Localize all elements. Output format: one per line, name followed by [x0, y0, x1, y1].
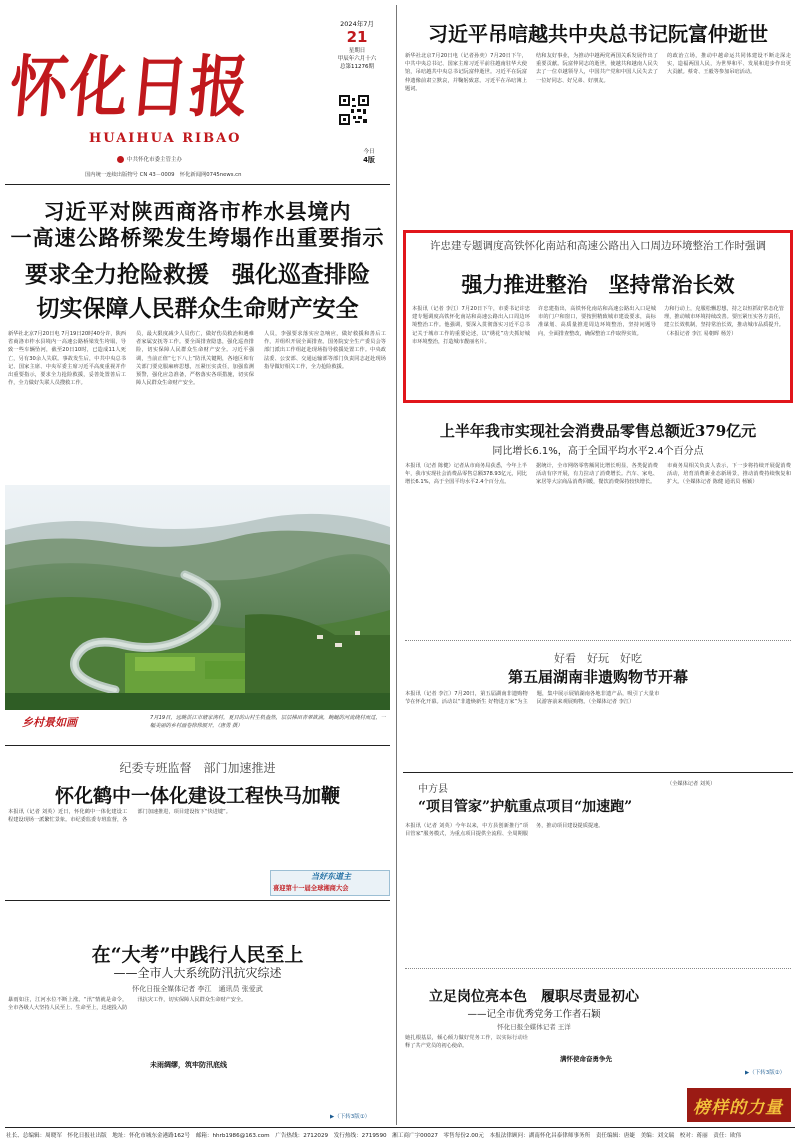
food-headline: 第五届湖南非遗购物节开幕	[507, 668, 688, 686]
main-subhead-2: 切实保障人民群众生命财产安全	[36, 295, 359, 322]
consumption-divider	[405, 640, 791, 641]
main-subhead-1: 要求全力抢险救援 强化巡查排险	[25, 261, 370, 288]
main-body-col3: 人员，李强要求落实应急响应，做好救援和善后工作，并组织开展全面排查。国务院安全生产委员会等部门派出工作组赶赴现场指导救援处置工作。中央政法委、公安部、交通运输部等部门负责同志赶赴现场指导做好相关工作，全力抢险救援。	[264, 331, 386, 370]
publisher-text: 中共怀化市委主管主办	[127, 157, 183, 163]
photo-label: 乡村景如画	[22, 716, 77, 729]
hecheng-box-label: 当好东道主	[311, 872, 351, 881]
issue-number: 总第11276期	[340, 64, 374, 70]
publisher-logo-icon	[117, 156, 124, 163]
hecheng-body: 本报讯（记者 刘英）近日，怀化鹤中一体化建设工程建设现场一派繁忙景象。市纪委监委专班监督，各部门加速推进，项目建设按下“快进键”。	[8, 809, 231, 824]
featured-body-col3-text: 力和行动上，克服松懈思想，持之以恒抓好常态化管理，推动城市环境持续改善。要压紧压实各方责任，建立长效机制，坚持常治长效，推动城市品质提升。	[664, 306, 784, 329]
main-headline-1: 习近平对陕西商洛市柞水县境内	[43, 199, 352, 224]
footer-rule	[5, 1127, 795, 1128]
zhongfang-divider	[405, 968, 791, 969]
food-body-text: 本报讯（记者 李江）7月20日，第五届湖南非遗购物节在怀化开幕。活动以“非遗焕新生 好物进万家”为主题，集中展示展销湖南各地非遗产品，吸引了大量市民游客前来观展购物。	[405, 691, 660, 706]
date-year-month: 2024年7月	[340, 20, 374, 28]
landscape-image	[5, 485, 390, 710]
flood-more-link[interactable]	[330, 1112, 370, 1120]
featured-headline: 强力推进整治 坚持常治长效	[461, 272, 735, 297]
obit-headline: 习近平吊唁越共中央总书记阮富仲逝世	[428, 22, 768, 46]
flood-subhead: ——全市人大系统防汛抗灾综述	[113, 966, 282, 980]
date-day: 21	[346, 28, 368, 46]
worker-more-text: （下转3版②）	[749, 1070, 786, 1076]
photo-credit: （唐勇 摄）	[217, 723, 243, 730]
consumption-headline: 上半年我市实现社会消费品零售总额近379亿元	[439, 422, 757, 440]
obit-body-col1: 新华社北京7月20日电（记者孙奕）7月20日下午，中共中央总书记、国家主席习近平前往越南驻华大使馆，吊唁越共中央总书记阮富仲逝世。习近平在阮富仲遗像前肃立默哀，并鞠躬致意。习近平在吊唁簿上题词。	[405, 53, 527, 92]
masthead-pinyin: HUAIHUA RIBAO	[89, 131, 242, 146]
worker-subhead: ——记全市优秀党务工作者石颖	[467, 1009, 601, 1020]
worker-more-link[interactable]	[745, 1068, 785, 1076]
worker-byline: 怀化日报全媒体记者 王洋	[497, 1023, 571, 1031]
date-block	[327, 19, 387, 70]
qr-code-icon	[339, 95, 369, 125]
photo-caption	[150, 714, 386, 740]
lunar-date: 甲辰年六月十六	[337, 56, 377, 62]
pages-label: 今日	[363, 149, 375, 155]
food-kicker: 好看 好玩 好吃	[554, 652, 642, 665]
zhongfang-byline: （全媒体记者 刘英）	[667, 781, 716, 787]
footer-text: 社长、总编辑：周晓军 怀化日报社出版 地址：怀化市城东金港路162号 邮箱：hhrb1986@163.com 广告热线：2712029 发行热线：2719590 湘工商广字00027 零售每份2.00元 本报法律顾问：湖南怀化昌泰律师事务所 责任编辑：唐婕 美编：刘文瑞 校对：蒋丽 责任：欧伟	[6, 1133, 742, 1139]
page-arrow-icon: ▶	[330, 1114, 335, 1120]
consumption-body-col2: 据统计，全市网络零售额同比增长明显，各类促消费活动有序开展，有力拉动了消费增长。汽车、家电、家居等大宗商品消费回暖，餐饮消费保持较快增长。	[536, 463, 658, 486]
flood-headline: 在“大考”中践行人民至上	[91, 944, 304, 966]
worker-column-label: 榜样的力量	[693, 1098, 783, 1118]
featured-byline: （本报记者 李江 易朝晖 杨芳）	[664, 330, 737, 337]
masthead-publisher	[117, 155, 182, 163]
page-arrow-icon: ▶	[745, 1070, 750, 1076]
consumption-byline: （全媒体记者 陈健 通讯员 杨颖）	[682, 479, 758, 486]
landscape-photo	[5, 485, 390, 710]
zhongfang-headline: “项目管家”护航重点项目“加速跑”	[418, 799, 633, 815]
masthead-title: 怀化日报	[6, 47, 254, 127]
weekday: 星期日	[348, 48, 366, 54]
featured-body-col3	[664, 305, 784, 397]
issn-line: 国内统一连续出版物号 CN 43－0009 怀化新闻网0745news.cn	[85, 172, 242, 178]
consumption-body-col1: 本报讯（记者 陈健）记者从市商务局获悉，今年上半年，我市实现社会消费品零售总额378.93亿元，同比增长6.1%，高于全国平均水平2.4个百分点。	[405, 463, 527, 486]
flood-more-text: （下转3版①）	[334, 1114, 371, 1120]
featured-story-box	[403, 230, 793, 403]
consumption-subhead: 同比增长6.1%，高于全国平均水平2.4个百分点	[492, 446, 704, 457]
pages-block	[351, 147, 387, 165]
worker-column-badge	[687, 1088, 791, 1122]
flood-byline: 怀化日报全媒体记者 李江 通讯员 张爱武	[132, 985, 263, 993]
main-body-col1: 新华社北京7月20日电 7月19日20时40分许，陕西省商洛市柞水县境内一高速公路桥梁发生垮塌，导致一些车辆坠河，截至20日10时，已造成11人死亡，另有30余人失联。事故发生后，中共中央总书记、国家主席、中央军委主席习近平高度重视并作出重要指示，要求全力抢险救援，妥善处置善后工作，全力做好失联人员搜救工作。	[8, 331, 126, 387]
featured-kicker: 许忠建专题调度高铁怀化南站和高速公路出入口周边环境整治工作时强调	[430, 240, 766, 252]
worker-side-col	[667, 978, 791, 1068]
obit-body-col2: 结和友好事业，为推动中越两党两国关系发展作出了重要贡献。阮富仲同志的逝世，使越共和越南人民失去了一位卓越领导人，中国共产党和中国人民失去了一位好同志、好兄弟、好朋友。	[536, 53, 658, 84]
hecheng-box-text: 喜迎第十一届全球湘商大会	[273, 885, 349, 892]
hecheng-divider	[5, 900, 390, 901]
worker-headline: 立足岗位亮本色 履职尽责显初心	[429, 989, 639, 1005]
food-divider	[403, 772, 793, 773]
consumption-body-col3-text: 市商务局相关负责人表示，下一步将持续开展促消费活动，培育消费新业态新场景，推动消费持续恢复和扩大。	[667, 463, 791, 486]
masthead	[5, 5, 390, 183]
main-headline-2: 一高速公路桥梁发生垮塌作出重要指示	[10, 225, 385, 250]
obit-body-col3: 的政治立场，推动中越命运共同体建设不断走深走实，造福两国人民，为世界和平、发展和进步作出更大贡献。蔡奇、王毅等参加吊唁活动。	[667, 53, 791, 76]
column-separator	[396, 5, 397, 1125]
masthead-divider	[5, 184, 390, 185]
featured-body-col2: 许忠建指出，高铁怀化南站和高速公路出入口是城市的门户和窗口，要按照精致城市建设要求，高标准谋划、高质量推进周边环境整治，坚持问题导向，全面排查整改，确保整治工作取得实效。	[538, 306, 656, 337]
hecheng-box	[270, 870, 390, 896]
flood-section-label: 未雨绸缪，筑牢防汛底线	[150, 1061, 227, 1069]
flood-body: 暴雨如注，江河水位不断上涨。“汛”情就是命令，全市各级人大坚持人民至上、生命至上，迅速投入防汛抗灾工作，切实保障人民群众生命财产安全。	[8, 997, 247, 1012]
hecheng-kicker: 纪委专班监督 部门加速推进	[119, 761, 276, 775]
food-byline: （全媒体记者 李江）	[588, 699, 635, 706]
worker-section-label: 满怀使命奋勇争先	[560, 1055, 612, 1063]
hecheng-headline: 怀化鹤中一体化建设工程快马加鞭	[54, 785, 340, 807]
zhongfang-kicker: 中方县	[418, 784, 448, 795]
main-body-col2: 员，最大限度减少人员伤亡，做好伤员救治和遇难者家属安抚等工作。要全面排查隐患，强化巡查排险，切实保障人民群众生命财产安全。习近平强调，当前正值“七下八上”防汛关键期，各地区和有关部门要克服麻痹思想，压紧压实责任，加强监测预警，强化应急准备，严格落实各项措施，切实保障人民群众生命财产安全。	[136, 331, 254, 387]
consumption-body-col3	[667, 462, 791, 630]
pages-count: 4版	[363, 156, 375, 164]
featured-body-col1: 本报讯（记者 李江）7月20日下午，市委书记许忠建专题调度高铁怀化南站和高速公路出入口周边环境整治工作。他强调，要深入贯彻落实习近平总书记关于城市工作的重要论述，以“绣花”功夫抓好城市环境整治，打造城市靓丽名片。	[412, 306, 530, 345]
zhongfang-body-side	[667, 780, 791, 964]
photo-divider	[5, 745, 390, 746]
photo-caption-text: 7月19日，远眺洪江市塘家湾村，夏日的山村生机盎然，层层梯田青翠欲滴，蜿蜒的河流绕村而过，一幅美丽的乡村画卷徐徐展开。	[150, 715, 386, 730]
zhongfang-body-main: 本报讯（记者 刘英）今年以来，中方县创新推行“项目管家”服务模式，为重点项目提供全流程、全周期服务，推动项目建设提质提速。	[405, 823, 604, 838]
worker-body: 她扎根基层，倾心倾力做好党务工作，以实际行动诠释了共产党员的初心使命。	[405, 1035, 528, 1050]
food-body	[405, 690, 791, 768]
